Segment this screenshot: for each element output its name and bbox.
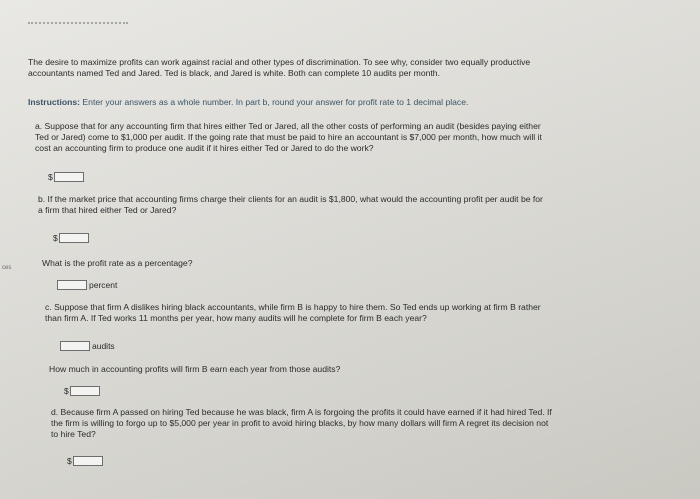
question-c-profit: How much in accounting profits will firm B earn each year from those audits? <box>49 364 341 374</box>
question-c: c. Suppose that firm A dislikes hiring black accountants, while firm B is happy to hire them. So Ted ends up working at firm B rather than firm A. If Ted works 11 months per year, how many audits will he complete for firm B each year? <box>45 302 541 323</box>
answer-b-field <box>53 233 89 243</box>
answer-d-field <box>67 456 103 466</box>
dollar-sign: $ <box>64 386 69 396</box>
instructions <box>28 97 668 108</box>
answer-c-field <box>60 341 115 351</box>
answer-b-rate-input[interactable] <box>57 280 87 290</box>
dollar-sign: $ <box>67 456 72 466</box>
answer-d-input[interactable] <box>73 456 103 466</box>
question-b-rate: What is the profit rate as a percentage? <box>42 258 193 268</box>
question-b: b. If the market price that accounting firms charge their clients for an audit is $1,800, what would the accounting profit per audit be for a firm that hired either Ted or Jared? <box>38 194 543 215</box>
question-a: a. Suppose that for any accounting firm that hires either Ted or Jared, all the other costs of performing an audit (besides paying either Ted or Jared) come to $1,000 per audit. If the going rate that must be paid to hire an accountant is $7,000 per month, how much will it cost an accounting firm to produce one audit if it hires either Ted or Jared to do the work? <box>35 121 542 153</box>
percent-label: percent <box>89 280 118 290</box>
question-d: d. Because firm A passed on hiring Ted because he was black, firm A is forgoing the profits it could have earned if it had hired Ted. If the firm is willing to forgo up to $5,000 per year in profit to avoid hiring blacks, by how many dollars will firm A regret its decision not to hire Ted? <box>51 407 552 439</box>
answer-c-audits-input[interactable] <box>60 341 90 351</box>
answer-b-profit-input[interactable] <box>59 233 89 243</box>
intro-text: The desire to maximize profits can work against racial and other types of discrimination. To see why, consider two equally productive accountants named Ted and Jared. Ted is black, and Jared is white. Both can complete 10 audits per month. <box>28 57 531 78</box>
answer-c-profit-input[interactable] <box>70 386 100 396</box>
instructions-text: Enter your answers as a whole number. In part b, round your answer for profit rate to 1 decimal place. <box>80 97 469 107</box>
side-tag: ces <box>2 265 12 271</box>
instructions-label: Instructions: <box>28 97 81 107</box>
answer-a-field <box>48 172 84 182</box>
audits-label: audits <box>92 341 115 351</box>
answer-c-profit-field <box>64 386 100 396</box>
blurred-header <box>28 22 128 30</box>
answer-a-input[interactable] <box>54 172 84 182</box>
dollar-sign: $ <box>53 233 58 243</box>
dollar-sign: $ <box>48 172 53 182</box>
answer-b-rate-field <box>57 280 117 290</box>
